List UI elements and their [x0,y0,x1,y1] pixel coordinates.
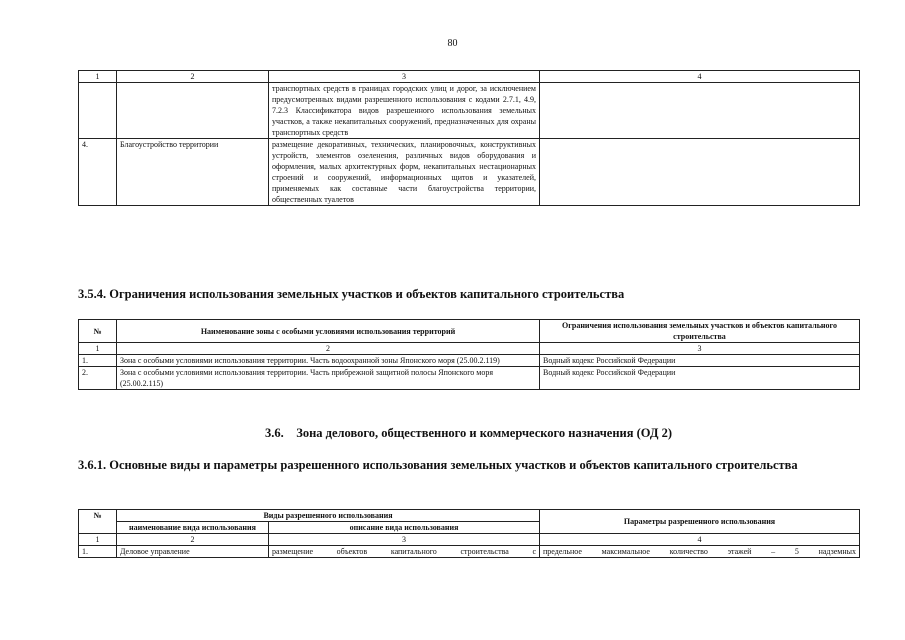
col-num-1: 1 [79,71,117,83]
row-number: 1. [79,546,117,558]
header-use-name: наименование вида использования [117,522,269,534]
header-number: № [79,320,117,343]
header-uses-group: Виды разрешенного использования [117,510,540,522]
row-number: 1. [79,355,117,367]
column-number-row [79,71,860,83]
section-heading-3-6: 3.6. Зона делового, общественного и коммерческого назначения (ОД 2) [264,426,673,440]
col-num-2: 2 [117,343,540,355]
column-number-row [79,534,860,546]
use-name [117,83,269,139]
col-num-2: 2 [117,534,269,546]
table-row [79,355,860,367]
use-description: транспортных средств в границах городских улиц и дорог, за исключением предусмотренных видами разрешенного использования с кодами 2.7.1, 4.9, 7.2.3 Классификатора видов разрешенного использования земельных участков, а также некапитальных сооружений, предназначенных для охраны транспортных средств [269,83,540,139]
header-use-description: описание вида использования [269,522,540,534]
main-uses-table [78,509,860,558]
table-row [79,546,860,558]
table-header-row [79,320,860,343]
section-heading-3-6-1: 3.6.1. Основные виды и параметры разрешенного использования земельных участков и объектов капитального строительства [78,458,798,472]
zone-name: Зона с особыми условиями использования территории. Часть водоохранной зоны Японского моря (25.00.2.119) [117,355,540,367]
col-num-4: 4 [540,534,860,546]
use-params [540,139,860,206]
row-number [79,83,117,139]
table-header-row [79,510,860,522]
col-num-3: 3 [269,534,540,546]
col-num-1: 1 [79,534,117,546]
use-name: Благоустройство территории [117,139,269,206]
header-number: № [79,510,117,534]
restrictions-table [78,319,860,390]
use-params: предельное максимальное количество этажей – 5 надземных [540,546,860,558]
table-row [79,367,860,390]
header-zone-name: Наименование зоны с особыми условиями использования территорий [117,320,540,343]
row-number: 2. [79,367,117,390]
use-params [540,83,860,139]
column-number-row [79,343,860,355]
uses-table-continued [78,70,860,206]
col-num-1: 1 [79,343,117,355]
col-num-3: 3 [269,71,540,83]
header-restrictions: Ограничения использования земельных участков и объектов капитального строительства [540,320,860,343]
use-name: Деловое управление [117,546,269,558]
row-number: 4. [79,139,117,206]
table-row [79,139,860,206]
use-description: размещение декоративных, технических, планировочных, конструктивных устройств, элементов озеленения, различных видов оборудования и оформления, малых архитектурных форм, некапитальных нестационарных строений и сооружений, информационных щитов и указателей, применяемых как составные части благоустройства территории, общественных туалетов [269,139,540,206]
restriction: Водный кодекс Российской Федерации [540,367,860,390]
use-description: размещение объектов капитального строительства с [269,546,540,558]
col-num-3: 3 [540,343,860,355]
table-row [79,83,860,139]
col-num-4: 4 [540,71,860,83]
col-num-2: 2 [117,71,269,83]
page-number: 80 [447,38,458,49]
zone-name: Зона с особыми условиями использования территории. Часть прибрежной защитной полосы Японского моря (25.00.2.115) [117,367,540,390]
restriction: Водный кодекс Российской Федерации [540,355,860,367]
header-params: Параметры разрешенного использования [540,510,860,534]
section-heading-3-5-4: 3.5.4. Ограничения использования земельных участков и объектов капитального строительства [78,287,625,301]
